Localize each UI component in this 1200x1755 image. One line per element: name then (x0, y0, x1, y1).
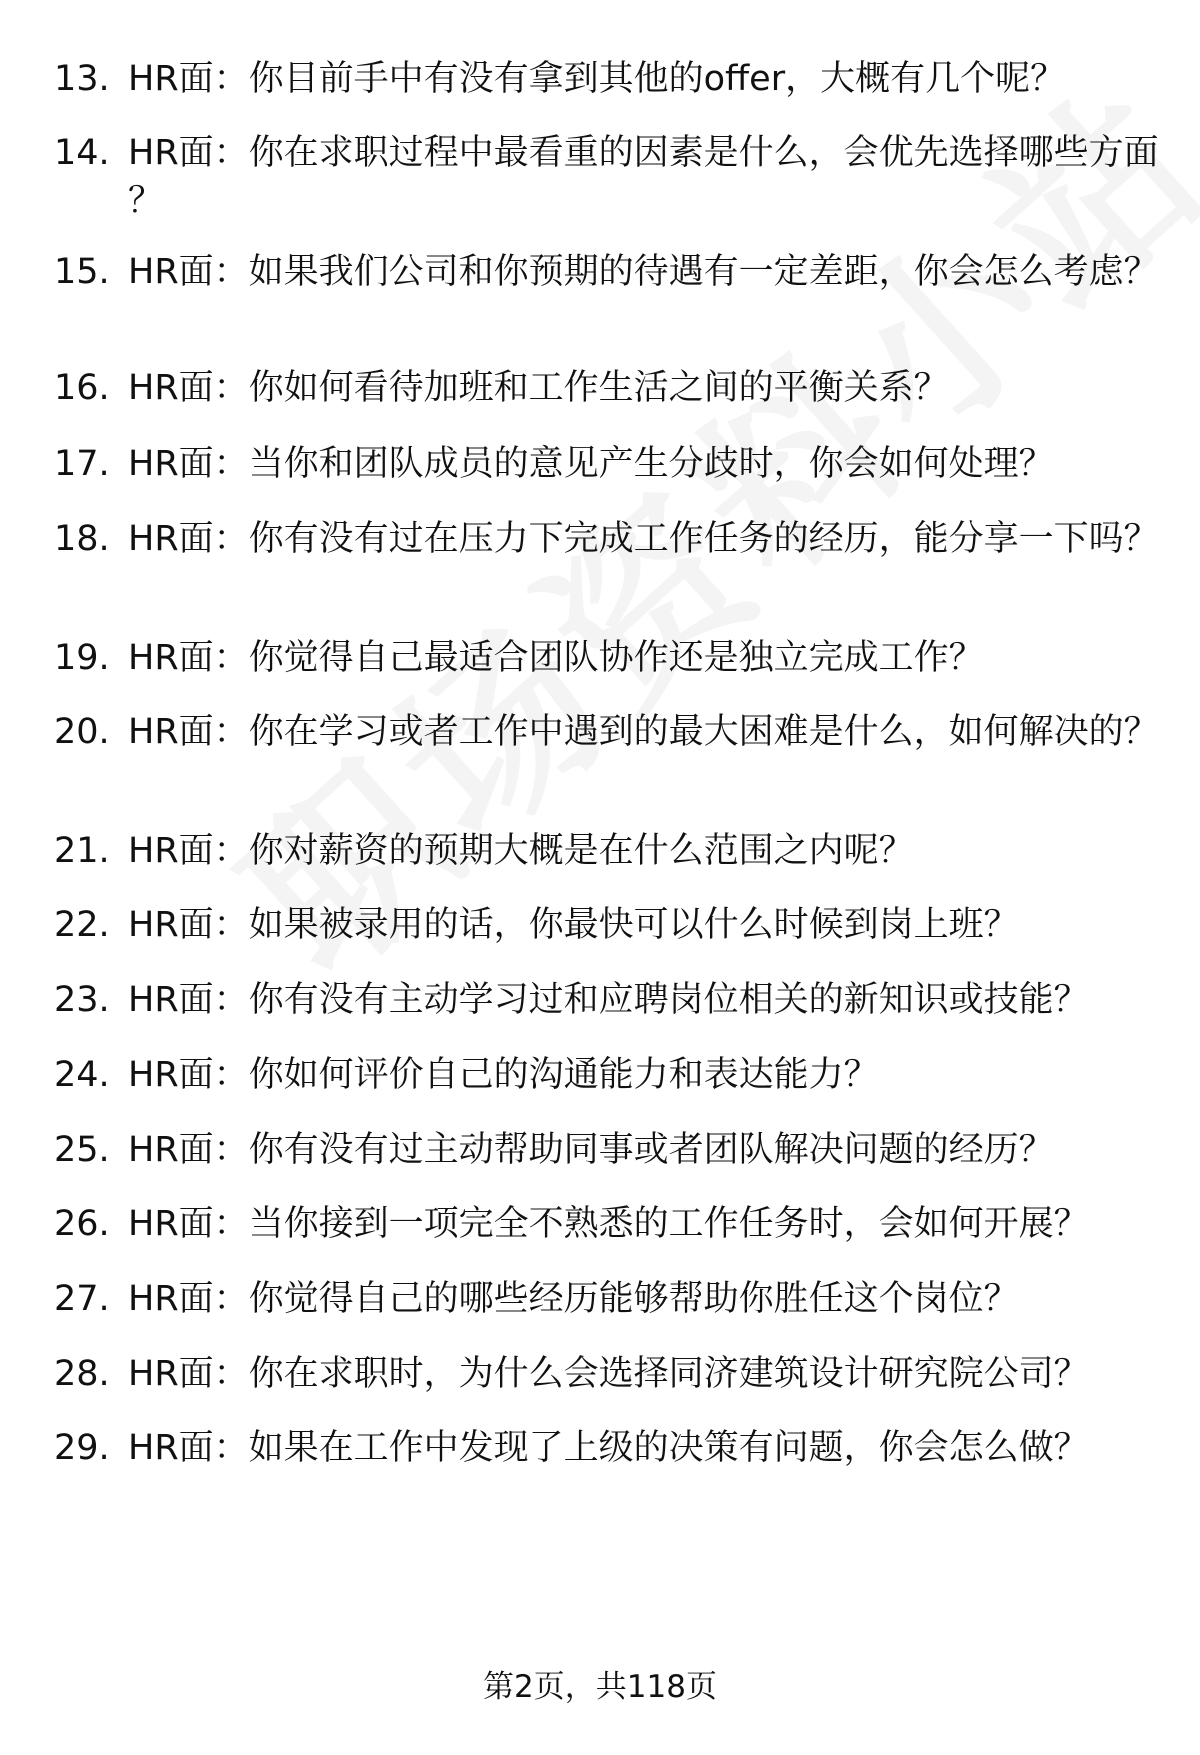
item-number: 17. (54, 444, 110, 484)
item-number: 24. (54, 1055, 110, 1095)
item-number: 28. (54, 1354, 110, 1394)
item-number: 14. (54, 133, 110, 173)
item-text: HR面：你如何评价自己的沟通能力和表达能力？ (128, 1055, 879, 1095)
item-text: HR面：当你接到一项完全不熟悉的工作任务时，会如何开展？ (128, 1204, 1089, 1244)
item-text: HR面：如果被录用的话，你最快可以什么时候到岗上班？ (128, 905, 1019, 945)
item-text: HR面：你有没有过主动帮助同事或者团队解决问题的经历？ (128, 1130, 1054, 1170)
item-number: 13. (54, 59, 110, 99)
item-number: 26. (54, 1204, 110, 1244)
page-number-footer: 第2页，共118页 (483, 1669, 717, 1705)
item-number: 19. (54, 638, 110, 678)
item-text: HR面：你觉得自己的哪些经历能够帮助你胜任这个岗位？ (128, 1279, 1019, 1319)
item-text: HR面：你对薪资的预期大概是在什么范围之内呢？ (128, 831, 914, 871)
item-number: 23. (54, 980, 110, 1020)
item-number: 15. (54, 252, 110, 292)
item-number: 18. (54, 519, 110, 559)
item-text: HR面：你有没有主动学习过和应聘岗位相关的新知识或技能？ (128, 980, 1089, 1020)
item-number: 20. (54, 712, 110, 752)
item-text: HR面：如果在工作中发现了上级的决策有问题，你会怎么做？ (128, 1428, 1089, 1468)
item-text: HR面：你觉得自己最适合团队协作还是独立完成工作？ (128, 638, 984, 678)
item-text: HR面：如果我们公司和你预期的待遇有一定差距，你会怎么考虑？ (128, 252, 1159, 292)
item-number: 16. (54, 368, 110, 408)
item-number: 27. (54, 1279, 110, 1319)
item-number: 25. (54, 1130, 110, 1170)
item-text: HR面：当你和团队成员的意见产生分歧时，你会如何处理？ (128, 444, 1054, 484)
item-number: 29. (54, 1428, 110, 1468)
item-text: HR面：你在学习或者工作中遇到的最大困难是什么，如何解决的？ (128, 712, 1159, 752)
item-text: HR面：你在求职过程中最看重的因素是什么，会优先选择哪些方面？ (128, 133, 1159, 221)
item-number: 21. (54, 831, 110, 871)
item-text: HR面：你在求职时，为什么会选择同济建筑设计研究院公司？ (128, 1354, 1089, 1394)
item-text: HR面：你目前手中有没有拿到其他的offer，大概有几个呢？ (128, 59, 1066, 99)
item-number: 22. (54, 905, 110, 945)
item-text: HR面：你有没有过在压力下完成工作任务的经历，能分享一下吗？ (128, 519, 1159, 559)
item-text: HR面：你如何看待加班和工作生活之间的平衡关系？ (128, 368, 949, 408)
